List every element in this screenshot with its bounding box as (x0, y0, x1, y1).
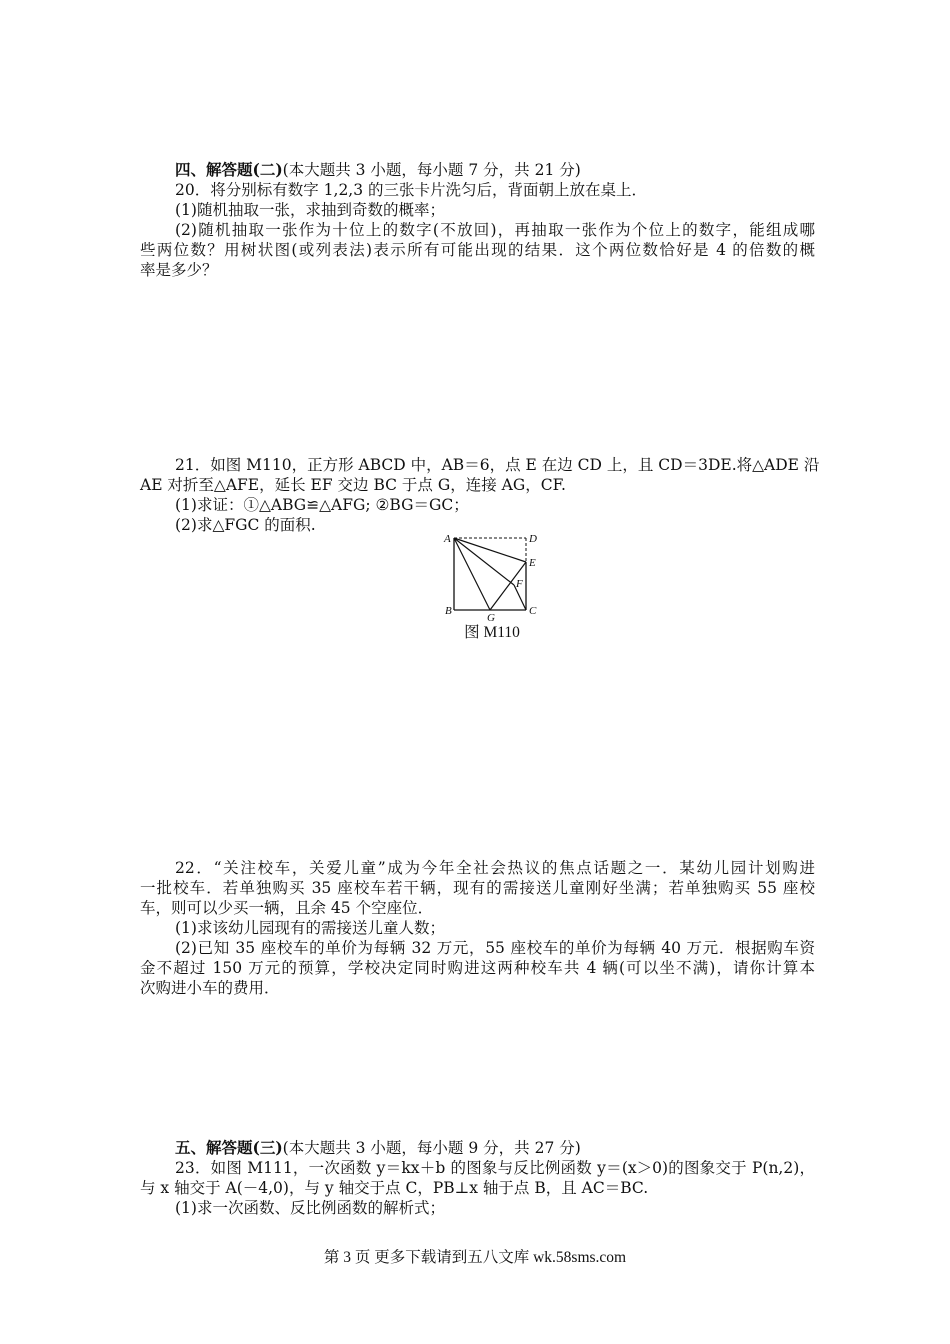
label-c: C (529, 605, 537, 617)
q21-line-3: (1)求证：①△ABG≌△AFG; ②BG＝GC； (175, 496, 469, 514)
q21-line-2: AE 对折至△AFE，延长 EF 交边 BC 于点 G，连接 AG，CF. (140, 476, 566, 494)
q22-line-5: (2)已知 35 座校车的单价为每辆 32 万元，55 座校车的单价为每辆 40 万元．根据购车资 (175, 939, 815, 957)
q20-line-5: 率是多少？ (140, 261, 218, 279)
q23-line-1: 23．如图 M111，一次函数 y＝kx＋b 的图象与反比例函数 y＝(x＞0)的图象交于 P(n,2)， (175, 1159, 815, 1177)
q20-line-4: 些两位数？用树状图(或列表法)表示所有可能出现的结果．这个两位数恰好是 4 的倍数的概 (140, 241, 815, 259)
q22-line-6: 金不超过 150 万元的预算，学校决定同时购进这两种校车共 4 辆(可以坐不满)，请你计算本 (140, 959, 815, 977)
q22-line-4: (1)求该幼儿园现有的需接送儿童人数； (175, 919, 445, 937)
q20-line-3: (2)随机抽取一张作为十位上的数字(不放回)，再抽取一张作为个位上的数字，能组成哪 (175, 221, 815, 239)
q20-line-2: (1)随机抽取一张，求抽到奇数的概率； (175, 201, 445, 219)
q23-line-2: 与 x 轴交于 A(－4,0)，与 y 轴交于点 C，PB⊥x 轴于点 B，且 AC＝BC. (140, 1179, 649, 1197)
q20-line-1: 20．将分别标有数字 1,2,3 的三张卡片洗匀后，背面朝上放在桌上． (175, 181, 648, 199)
label-b: B (445, 605, 452, 617)
q22-line-7: 次购进小车的费用． (140, 979, 280, 997)
label-e: E (529, 557, 536, 569)
q21-line-4: (2)求△FGC 的面积. (175, 516, 316, 534)
q22-line-2: 一批校车．若单独购买 35 座校车若干辆，现有的需接送儿童刚好坐满；若单独购买 55 座校 (140, 879, 815, 897)
label-f: F (516, 578, 523, 590)
page-footer: 第 3 页 更多下载请到五八文库 wk.58sms.com (323, 1249, 627, 1266)
label-d: D (529, 533, 537, 545)
figure-caption: 图 M110 (464, 624, 520, 641)
square-abcd-figure (436, 530, 548, 630)
q23-line-3: (1)求一次函数、反比例函数的解析式； (175, 1199, 445, 1217)
q21-line-1: 21．如图 M110，正方形 ABCD 中，AB＝6，点 E 在边 CD 上，且 CD＝3DE.将△ADE 沿 (175, 456, 820, 474)
section-4-heading: 四、解答题(二)(本大题共 3 小题，每小题 7 分，共 21 分) (175, 160, 581, 179)
segment-af (454, 538, 514, 585)
section-5-heading: 五、解答题(三)(本大题共 3 小题，每小题 9 分，共 27 分) (175, 1138, 581, 1157)
label-g: G (487, 612, 495, 624)
label-a: A (444, 533, 451, 545)
q22-line-3: 车，则可以少买一辆，且余 45 个空座位． (140, 899, 434, 917)
q22-line-1: 22．“关注校车，关爱儿童”成为今年全社会热议的焦点话题之一．某幼儿园计划购进 (175, 859, 815, 877)
